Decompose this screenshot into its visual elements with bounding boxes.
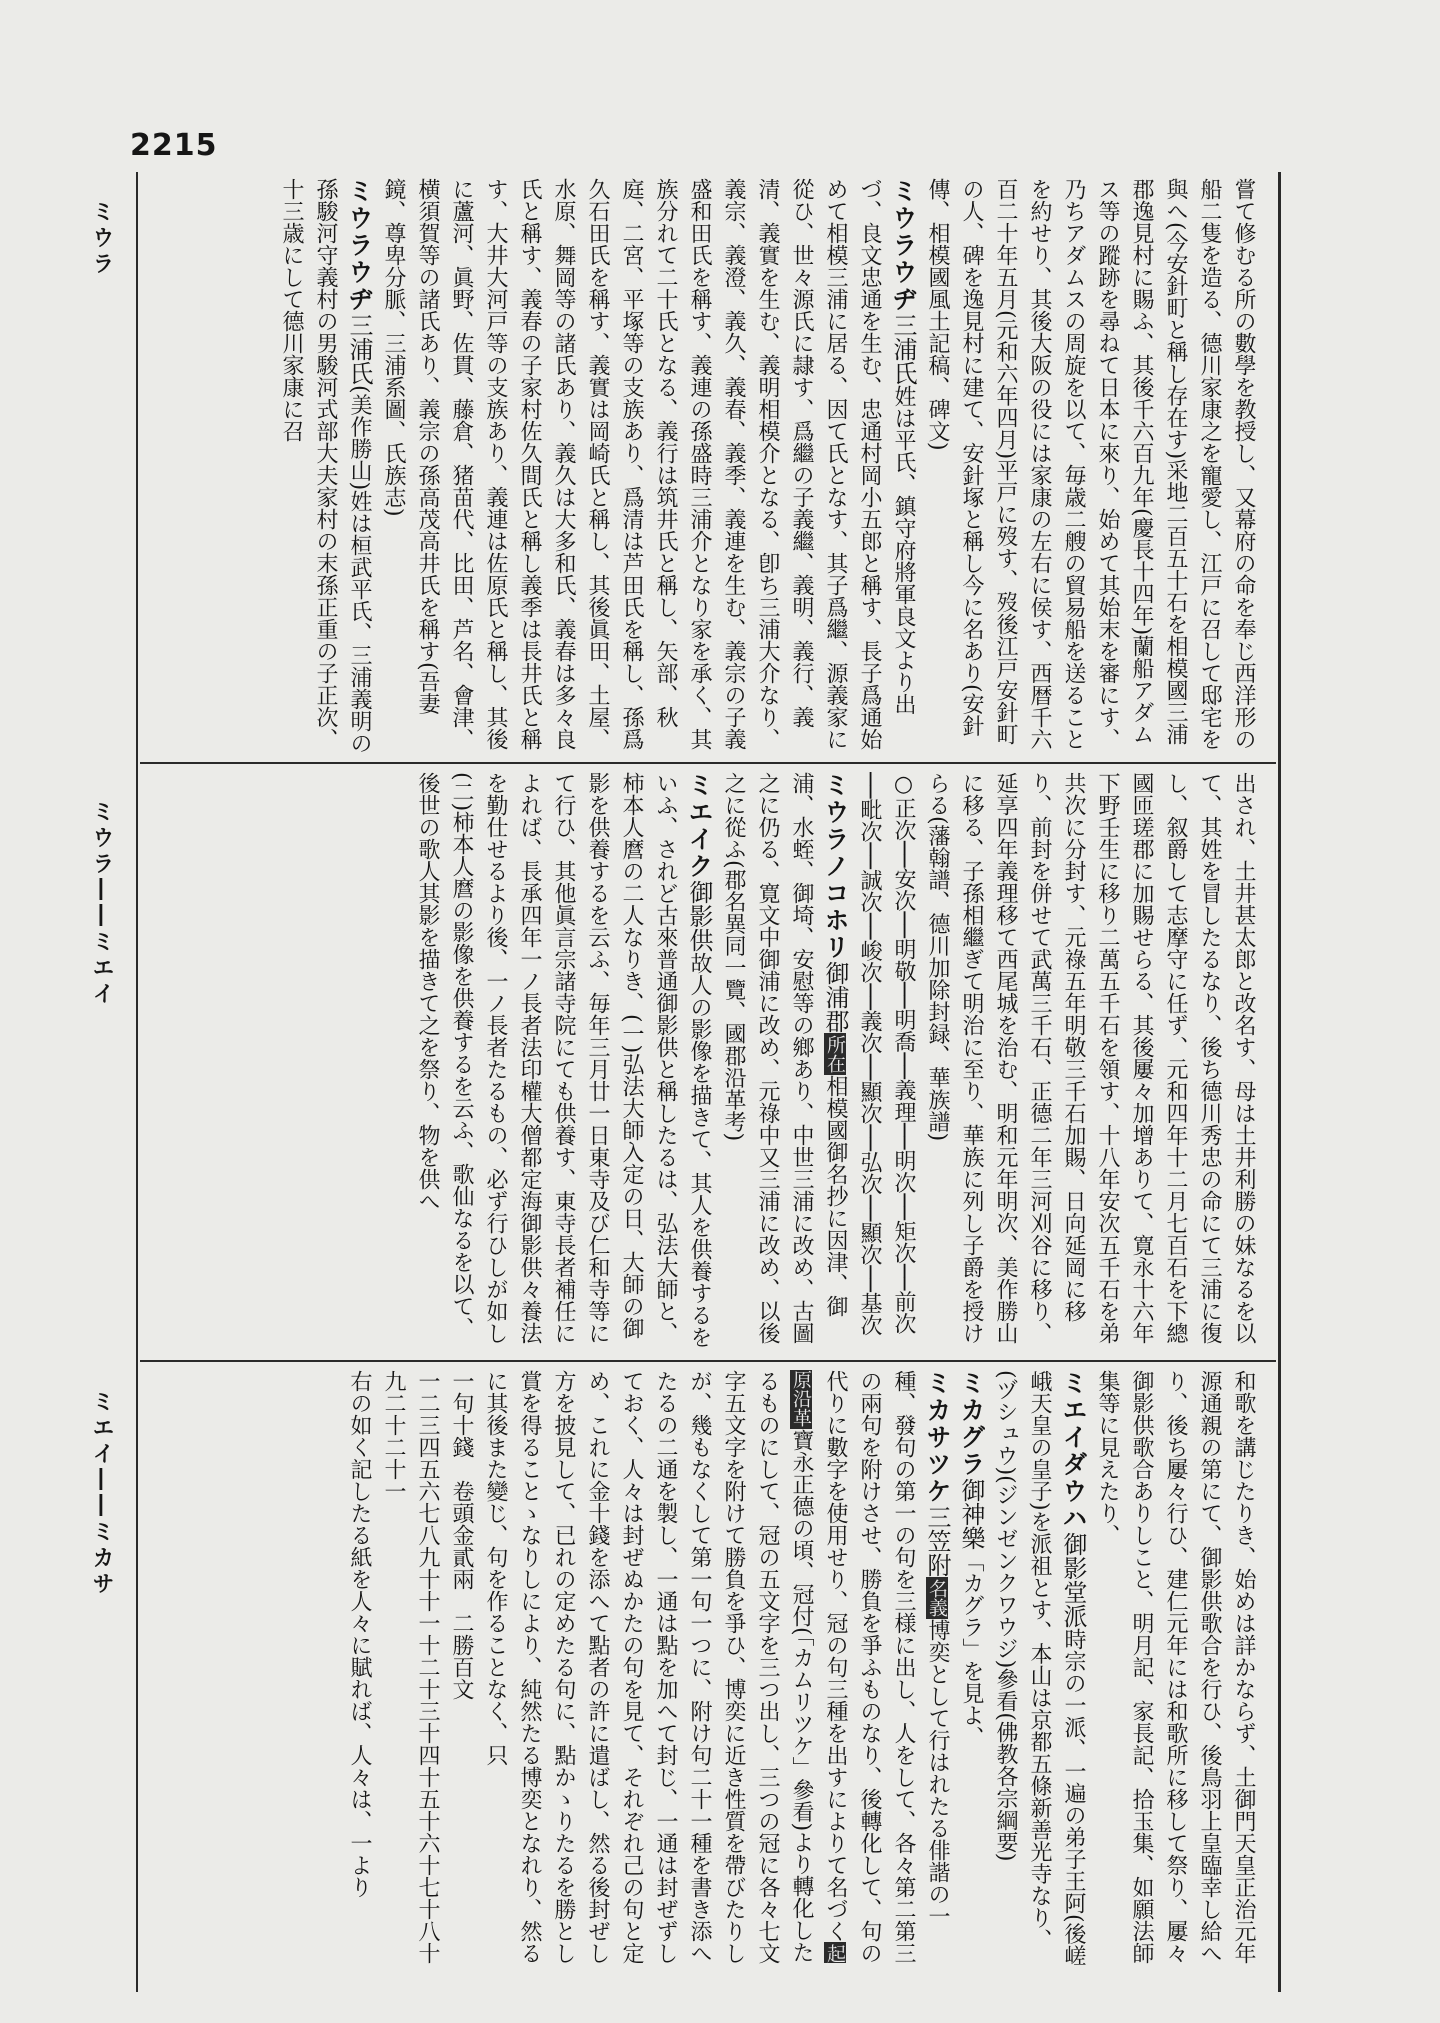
paragraph — [954, 1370, 988, 1970]
paragraph — [478, 1370, 954, 1970]
entry-headword: ミウラノコホリ — [821, 772, 850, 961]
section-tag: 名義 — [926, 1579, 948, 1617]
band-divider-1 — [140, 762, 1276, 764]
paragraph — [410, 772, 716, 1352]
entry-text: 「カグラ」を見よ、 — [959, 1550, 984, 1748]
text-band-top — [180, 178, 1260, 758]
entry-text: 出され、土井甚太郎と改名す、母は土井利勝の妹なるを以て、其姓を冒したるなり、後ち德川秀忠の命にて三浦に復し、叙爵して志摩守に任ず、元和四年十二月七百石を下總國匝瑳郡に加賜せらる、其後屢々加增ありて、寛永十六年下野壬生に移り二萬五千石を領す、十八年安次五千石を弟共次に分封す、元祿五年明敬三千石加賜、日向延岡に移り、前封を併せて武萬三千石、正德二年三河刈谷に移り、延享四年義理移て西尾城を治む、明和元年明次、美作勝山に移る、子孫相繼ぎて明治に至り、華族に列し子爵を授けらる(藩翰譜、德川加除封録、華族譜) — [925, 772, 1256, 1344]
entry-kanji: 御神樂 — [957, 1478, 985, 1550]
paragraph — [444, 1370, 478, 1970]
page-number: 2215 — [130, 128, 218, 163]
entry-text: ○正次──安次──明敬──明喬──義理──明次──矩次──前次──毗次──誠次──峻次──義次──顯次──弘次──顯次──基次 — [857, 772, 916, 1336]
band-divider-2 — [140, 1360, 1276, 1362]
paragraph — [342, 1370, 376, 1970]
entry-text: 博奕として行はれたる俳諧の一種、發句の第一の句を三様に出し、人をして、各々第二第三の兩句を附けさせ、勝負を爭ふものなり、後轉化して、句の代りに數字を使用せり、冠の句三種を出すによりて名づく — [823, 1370, 950, 1964]
entry-text: 一句十錢 卷頭金貳兩 二勝百文 — [449, 1370, 474, 1700]
paragraph — [920, 772, 1260, 1352]
entry-headword: ミウラウヂ — [345, 178, 374, 313]
entry-text: (美作勝山)姓は桓武平氏、三浦義明の孫駿河守義村の男駿河式部大夫家村の末孫正重の子正次、十三歳にして德川家康に召 — [279, 178, 372, 755]
entry-text: 故人の影像を描きて、其人を供養するをいふ、されど古來普通御影供と稱したるは、弘法大師と、柿本人麿の二人なりき、(一)弘法大師入定の日、大師の御影を供養するを云ふ、毎年三月廿一日東寺及び仁和寺等にて行ひ、其他眞言宗諸寺院にても供養す、東寺長者補任によれば、長承四年一ノ長者法印權大僧都定海御影供々養法を勤仕せるより後、一ノ長者たるもの、必ず行ひしが如し(二)柿本人麿の影像を供養するを云ふ、歌仙なるを以て、後世の歌人其影を描きて之を祭り、物を供へ — [415, 772, 712, 1348]
entry-kanji: 三浦氏 — [889, 313, 917, 385]
text-band-middle — [180, 772, 1260, 1352]
entry-text: 右の如く記したる紙を人々に賦れば、人々は、一より — [347, 1370, 372, 1898]
entry-headword: ミエイク — [685, 772, 714, 880]
paragraph — [716, 772, 852, 1352]
entry-kanji: 三笠附 — [923, 1505, 951, 1577]
entry-headword: ミカグラ — [957, 1370, 986, 1478]
paragraph — [1090, 1370, 1260, 1970]
entry-headword: ミウラウヂ — [889, 178, 918, 313]
running-header-bottom: ミエイ――ミカサ — [89, 1390, 114, 1598]
entry-text: 嘗て修むる所の數學を教授し、又幕府の命を奉じ西洋形の船二隻を造る、德川家康之を寵愛し、江戸に召して邸宅を與へ(今安針町と稱し存在す)采地二百五十石を相模國三浦郡逸見村に賜ふ、其後千六百九年(慶長十四年)蘭船アダムス等の蹤跡を尋ねて日本に來り、始めて其始末を審にす、乃ちアダムスの周旋を以て、毎歳二艘の貿易船を送ることを約せり、其後大阪の役には家康の左右に侯す、西暦千六百二十年五月(元和六年四月)平戸に歿す、歿後江戸安針町の人、碑を逸見村に建て、安針塚と稱し今に名あり(安針傳、相模國風土記稿、碑文) — [925, 178, 1256, 750]
paragraph — [852, 772, 920, 1352]
entry-kanji: 御浦郡 — [821, 961, 849, 1033]
paragraph — [376, 178, 920, 758]
entry-text: 時宗の一派、一遍の弟子王阿(後嵯峨天皇の皇子)を派祖とす、本山は京都五條新善光寺なり、(ヅシュウ)(ジンゼンクワウジ)參看(佛教各宗綱要) — [993, 1370, 1086, 1967]
entry-text: 和歌を講じたりき、始めは詳かならず、土御門天皇正治元年源通親の第にて、御影供歌合を行ひ、後鳥羽上皇臨幸し給へり、後ち屢々行ひ、建仁元年には和歌所に移して祭り、屢々御影供歌合ありしこと、明月記、家長記、拾玉集、如願法師集等に見えたり、 — [1095, 1370, 1256, 1964]
section-tag: 起原沿革 — [790, 1370, 846, 1963]
entry-kanji: 三浦氏 — [345, 313, 373, 385]
running-header-top: ミウラ — [89, 200, 114, 278]
paragraph — [274, 178, 376, 758]
entry-headword: ミカサツケ — [923, 1370, 952, 1505]
entry-text: 相模國御名抄に因津、御浦、水蛭、御埼、安慰等の鄉あり、中世三浦に改め、古圖之に仍る、寛文中御浦に改め、元祿中又三浦に改め、以後之に從ふ(郡名異同一覽、國郡沿革考) — [721, 772, 848, 1344]
running-header-middle: ミウラ――ミエイ — [89, 800, 114, 1008]
entry-kanji: 御影堂派 — [1059, 1532, 1087, 1628]
section-tag: 所在 — [824, 1035, 846, 1073]
entry-text: 一二三四五六七八九十十一十二十三十四十五十六十七十八十九二十二十一 — [381, 1370, 440, 1964]
paragraph — [376, 1370, 444, 1970]
entry-kanji: 御影供 — [685, 880, 713, 952]
entry-headword: ミエイダウハ — [1059, 1370, 1088, 1532]
paragraph — [920, 178, 1260, 758]
text-band-bottom — [180, 1370, 1260, 1970]
entry-text: 姓は平氏、鎮守府將軍良文より出づ、良文忠通を生む、忠通村岡小五郎と稱す、長子爲通始めて相模三浦に居る、因て氏となす、其子爲繼、源義家に從ひ、世々源氏に隷す、爲繼の子義繼、義明、義行、義清、義實を生む、義明相模介となる、卽ち三浦大介なり、義宗、義澄、義久、義春、義季、義連を生む、義宗の子義盛和田氏を稱す、義連の孫盛時三浦介となり家を承く、其族分れて二十氏となる、義行は筑井氏と稱し、矢部、秋庭、二宮、平塚等の支族あり、爲清は芦田氏を稱し、孫爲久石田氏を稱す、義實は岡崎氏と稱し、其後眞田、土屋、水原、舞岡等の諸氏あり、義久は大多和氏、義春は多々良氏と稱す、義春の子家村佐久間氏と稱し義季は長井氏と稱す、大井大河戸等の支族あり、義連は佐原氏と稱し、其後に蘆河、眞野、佐貫、藤倉、猪苗代、比田、芦名、會津、横須賀等の諸氏あり、義宗の孫高茂高井氏を稱す(吾妻鏡、尊卑分脈、三浦系圖、氏族志) — [381, 178, 916, 750]
entry-text: 寶永正德の頃、冠付(「カムリツケ」參看)より轉化したるものにして、冠の五文字を三つ出し、三つの冠に各々七文字五文字を附けて勝負を爭ひ、博奕に近き性質を帶びたりしが、幾もなくして第一句一つに、附け句二十一種を書き添へたるの二通を製し、一通は點を加へて封じ、一通は封ぜずしておく、人々は封ぜぬかたの句を見て、それぞれ己の句と定め、これに金十錢を添へて點者の許に遣ばし、然る後封ぜし方を披見して、已れの定めたる句に、點かゝりたるを勝とし賞を得ることゝなりしにより、純然たる博奕となれり、然るに其後また變じ、句を作ることなく、只 — [483, 1370, 814, 1964]
paragraph — [988, 1370, 1090, 1970]
